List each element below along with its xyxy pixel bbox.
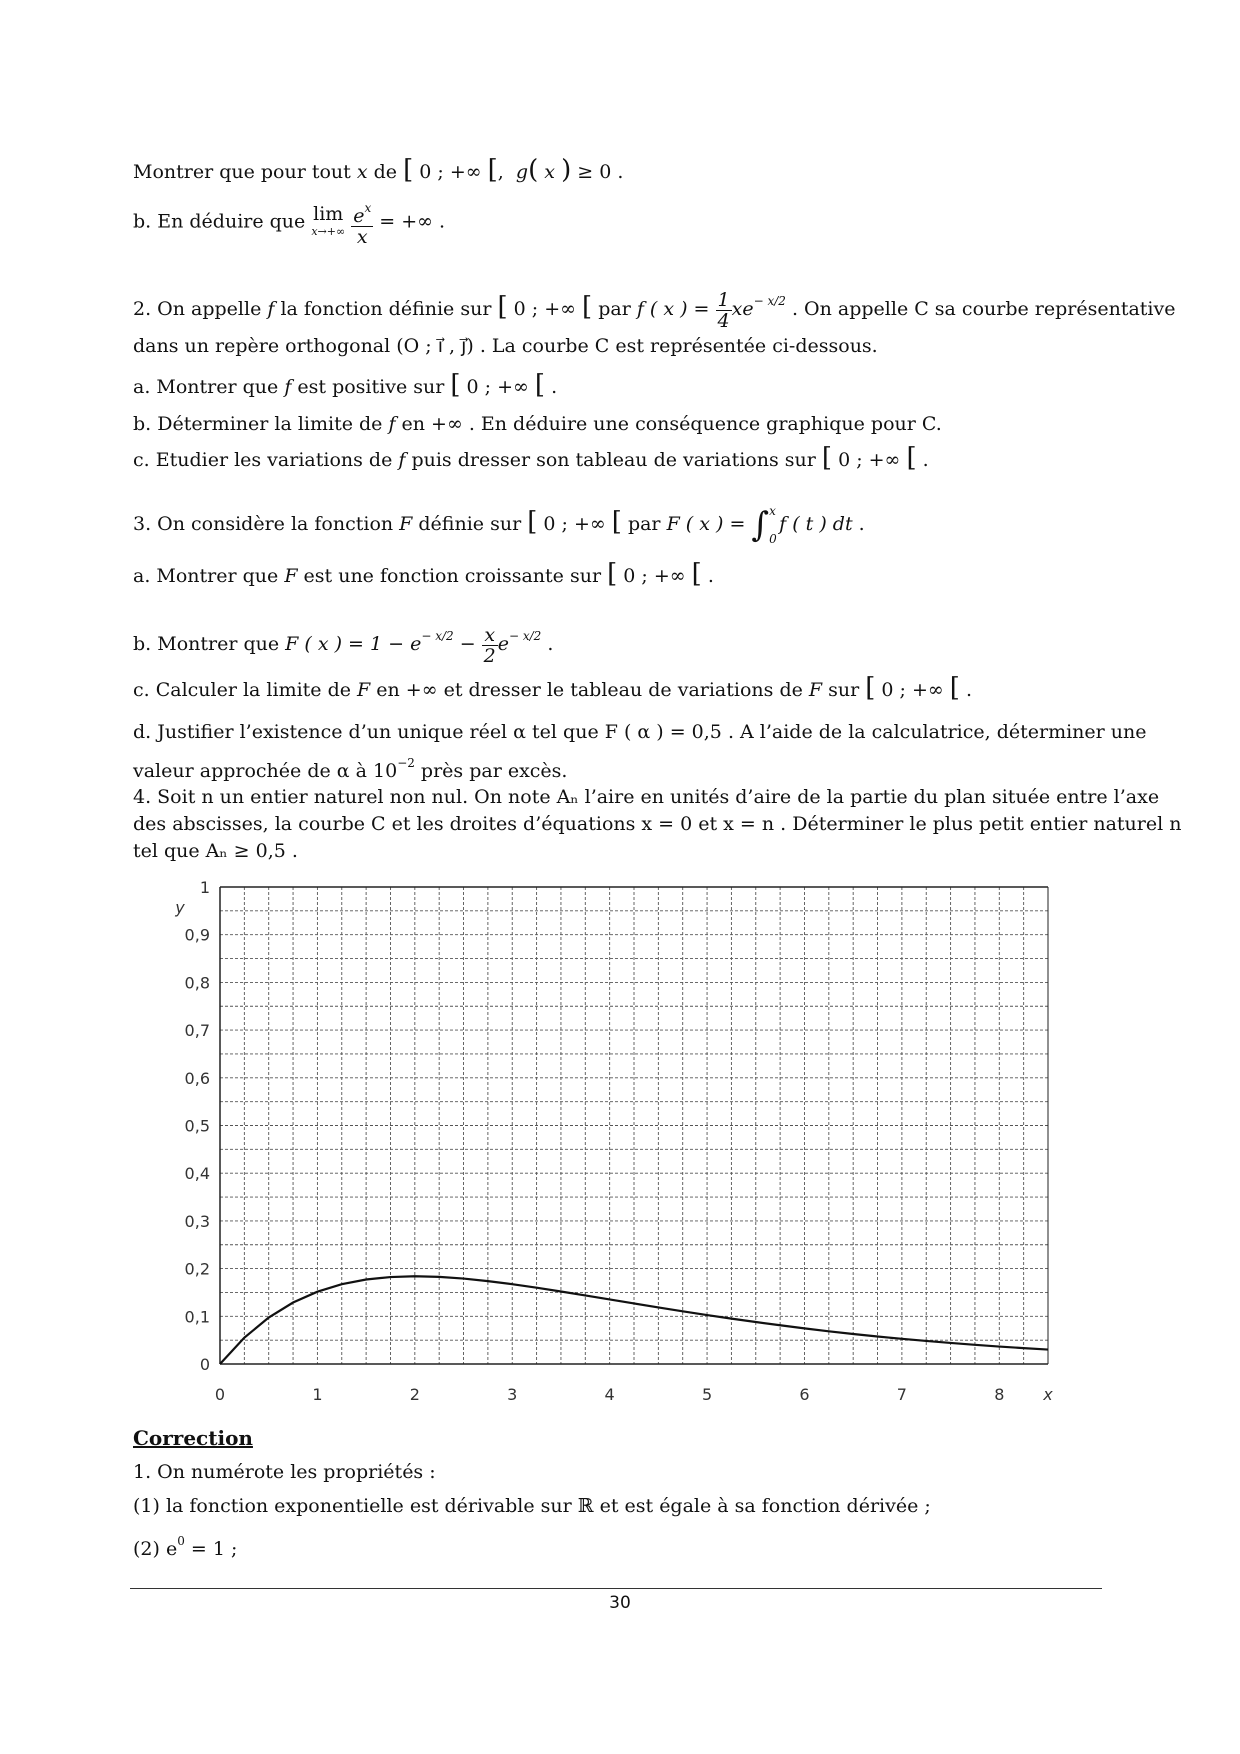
- footer-rule: [130, 1588, 1102, 1589]
- y-tick-label: 0,8: [184, 973, 210, 993]
- function-chart: [170, 875, 1070, 1415]
- correction-line-1: 1. On numérote les propriétés :: [133, 1461, 436, 1483]
- x-tick-label: 4: [604, 1385, 615, 1404]
- text-line-8: 3. On considère la fonction F définie sur [ 0 ; +∞ [ par F ( x ) = ∫ x 0 f ( t ) dt .: [133, 504, 865, 546]
- text-line-4: dans un repère orthogonal (O ; i⃗ , j⃗) . La courbe C est représentée ci-dessous.: [133, 335, 878, 357]
- text-line-15: des abscisses, la courbe C et les droites d’équations x = 0 et x = n . Déterminer le plus petit entier naturel n: [133, 813, 1182, 835]
- y-tick-label: 0,5: [184, 1116, 210, 1136]
- x-axis-label: x: [1043, 1385, 1053, 1404]
- correction-heading: Correction: [133, 1426, 253, 1450]
- correction-line-2: (1) la fonction exponentielle est dérivable sur ℝ et est égale à sa fonction dérivée ;: [133, 1495, 931, 1517]
- text-line-11: c. Calculer la limite de F en +∞ et dresser le tableau de variations de F sur [ 0 ; +∞ [ .: [133, 673, 973, 703]
- x-tick-label: 8: [994, 1385, 1005, 1404]
- y-tick-label: 1: [199, 878, 210, 897]
- text-line-7: c. Etudier les variations de f puis dresser son tableau de variations sur [ 0 ; +∞ [ .: [133, 443, 929, 473]
- text-line-12: d. Justifier l’existence d’un unique réel α tel que F ( α ) = 0,5 . A l’aide de la calculatrice, déterminer une: [133, 721, 1147, 743]
- text-line-3: 2. On appelle f la fonction définie sur [ 0 ; +∞ [ par f ( x ) = $\frac{1}{4}$ $xe^{- x/2}$ . On appelle C sa courbe représentative: [133, 288, 1176, 332]
- y-tick-label: 0,4: [184, 1164, 210, 1184]
- text-line-9: a. Montrer que F est une fonction croissante sur [ 0 ; +∞ [ .: [133, 559, 714, 589]
- y-tick-label: 0,9: [184, 925, 210, 945]
- y-tick-label: 0,7: [184, 1021, 210, 1041]
- x-tick-label: 3: [507, 1385, 518, 1404]
- text-line-1: Montrer que pour tout x de [ 0 ; +∞ [, g( x ) ≥ 0 .: [133, 155, 624, 185]
- y-axis-label: y: [175, 898, 185, 917]
- text-line-14: 4. Soit n un entier naturel non nul. On note Aₙ l’aire en unités d’aire de la partie du plan située entre l’axe: [133, 786, 1160, 808]
- text-line-16: tel que Aₙ ≥ 0,5 .: [133, 840, 298, 862]
- text-line-13: valeur approchée de α à $10^{-2}$ près par excès.: [133, 756, 568, 782]
- text-line-2: b. En déduire que lim x→+∞ $\frac{e^x}{x}$ = +∞ .: [133, 198, 1103, 247]
- text-line-10: b. Montrer que F ( x ) = $1 - e^{- x/2}$ − $\frac{x}{2}$ $e^{- x/2}$ .: [133, 623, 554, 667]
- x-tick-label: 6: [799, 1385, 810, 1404]
- y-tick-label: 0: [199, 1355, 210, 1374]
- y-tick-label: 0,6: [184, 1068, 210, 1088]
- y-tick-label: 0,1: [184, 1307, 210, 1327]
- y-tick-label: 0,2: [184, 1259, 210, 1279]
- x-tick-label: 5: [701, 1385, 713, 1404]
- y-tick-label: 0,3: [184, 1211, 210, 1231]
- x-tick-label: 1: [312, 1385, 323, 1404]
- text-line-5: a. Montrer que f est positive sur [ 0 ; +∞ [ .: [133, 370, 558, 400]
- correction-line-3: (2) $e^0 = 1$ ;: [133, 1534, 238, 1560]
- text-line-6: b. Déterminer la limite de f en +∞ . En déduire une conséquence graphique pour C.: [133, 413, 942, 435]
- x-tick-label: 2: [409, 1385, 420, 1404]
- x-tick-label: 0: [214, 1385, 226, 1404]
- x-tick-label: 7: [896, 1385, 907, 1404]
- page-number: 30: [609, 1593, 631, 1613]
